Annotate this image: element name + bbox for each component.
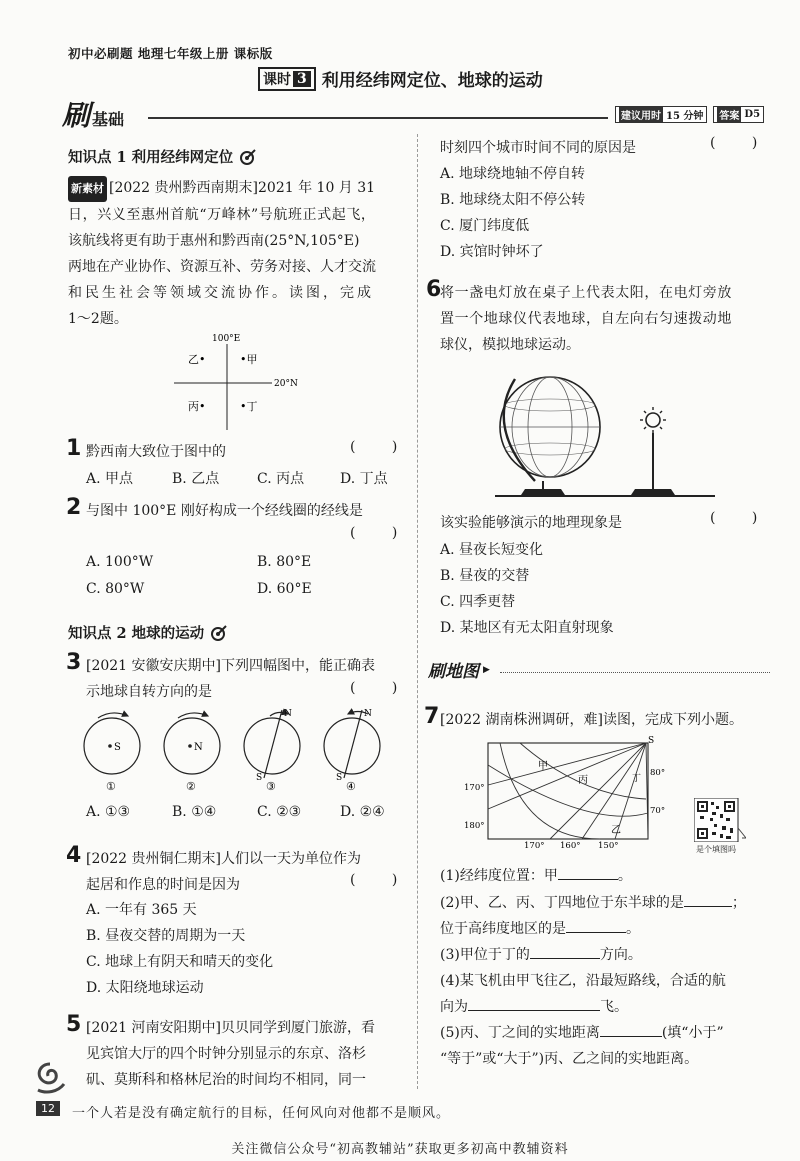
- map-right-80: 80°: [650, 768, 666, 778]
- answer-bracket[interactable]: ( ): [350, 680, 414, 696]
- map-label-jia: 甲: [538, 761, 548, 772]
- qr-code-icon[interactable]: [694, 798, 746, 842]
- intro-line-3: 两地在产业协作、资源互补、劳务对接、人才交流: [68, 259, 376, 275]
- q7-sub2b-period: 。: [626, 921, 640, 937]
- section-logo: [62, 94, 124, 134]
- question-4-line2: 起居和作息的时间是因为: [86, 877, 240, 893]
- qr-caption: 是个填图吗: [696, 845, 736, 854]
- section-divider: [148, 117, 608, 119]
- map-section-title: 刷地图: [428, 662, 479, 682]
- q7-sub1-text: (1)经纬度位置：甲: [440, 868, 558, 884]
- knowledge-point-1: [68, 146, 257, 167]
- q7-sub2a-semicolon: ；: [731, 895, 746, 911]
- question-3-line1: [2021 安徽安庆期中]下列四幅图中，能正确表: [86, 658, 376, 674]
- q5-option-b[interactable]: B. 地球绕太阳不停公转: [440, 192, 586, 208]
- rotation-figure-3: [244, 709, 300, 793]
- rotation-figure-1: [84, 713, 140, 793]
- q5-option-c[interactable]: C. 厦门纬度低: [440, 218, 530, 234]
- time-badge: [615, 106, 764, 123]
- question-1-number: 1: [66, 436, 82, 461]
- question-5-cont: 时刻四个城市时间不同的原因是: [440, 140, 636, 156]
- q7-sub2a-text: (2)甲、乙、丙、丁四地位于东半球的是: [440, 895, 684, 911]
- question-5-number: 5: [66, 1012, 82, 1037]
- q7-blank-6[interactable]: [600, 1036, 662, 1037]
- q7-sub5b: (填“小于”: [661, 1025, 724, 1041]
- map-section-header: [428, 657, 490, 682]
- pole-label: S: [256, 773, 263, 783]
- question-6-prompt: 该实验能够演示的地理现象是: [440, 515, 622, 531]
- section-logo-small: 基础: [92, 110, 125, 129]
- answer-bracket[interactable]: ( ): [350, 525, 414, 541]
- page-number: 12: [36, 1101, 60, 1116]
- suggested-time: [615, 106, 707, 123]
- q7-sub5: [440, 1020, 724, 1046]
- grid-lat-label: 20°N: [274, 379, 298, 389]
- q2-option-d[interactable]: D. 60°E: [257, 581, 312, 597]
- rotation-figure-2: [164, 713, 220, 793]
- answer-label: 答案: [717, 107, 741, 122]
- kp1-title: 知识点 1 利用经纬网定位: [68, 149, 234, 166]
- map-pole-label: S: [648, 736, 655, 746]
- point-yi: 乙•: [188, 353, 206, 366]
- q7-blank-2[interactable]: [684, 906, 732, 907]
- q4-option-c[interactable]: C. 地球上有阴天和晴天的变化: [86, 954, 274, 970]
- question-4-line1: [2022 贵州铜仁期末]人们以一天为单位作为: [86, 851, 362, 867]
- q1-option-b[interactable]: B. 乙点: [172, 471, 220, 487]
- polar-map-figure: [460, 735, 670, 850]
- map-lat-180: 180°: [464, 821, 485, 831]
- play-arrow-icon: ▶: [483, 664, 490, 675]
- q7-blank-5[interactable]: [468, 1010, 600, 1011]
- rotation-figure-4: [324, 709, 380, 793]
- q6-option-b[interactable]: B. 昼夜的交替: [440, 568, 530, 584]
- map-label-ding: 丁: [632, 774, 642, 784]
- q2-option-c[interactable]: C. 80°W: [86, 581, 145, 597]
- q7-sub2a: [440, 890, 746, 916]
- q5-option-a[interactable]: A. 地球绕地轴不停自转: [440, 166, 586, 182]
- q7-sub2b-text: 位于高纬度地区的是: [440, 921, 566, 937]
- knowledge-point-2: [68, 622, 228, 643]
- rotation-figures: [76, 706, 406, 796]
- lamp-icon: [631, 407, 675, 495]
- pole-label: S: [336, 773, 343, 783]
- map-section-rule: [500, 672, 770, 673]
- answer-ref: [713, 106, 764, 123]
- q4-option-a[interactable]: A. 一年有 365 天: [86, 902, 197, 918]
- q2-option-a[interactable]: A. 100°W: [86, 554, 154, 570]
- new-material-tag: 新素材: [68, 176, 107, 202]
- answer-bracket[interactable]: ( ): [350, 439, 414, 455]
- globe-icon: [500, 377, 600, 495]
- question-7-line1: [2022 湖南株洲调研，难]读图，完成下列小题。: [440, 712, 744, 728]
- q6-option-d[interactable]: D. 某地区有无太阳直射现象: [440, 620, 614, 636]
- answer-bracket[interactable]: ( ): [350, 872, 414, 888]
- q7-sub3a: (3)甲位于丁的: [440, 947, 530, 963]
- question-5-line1: [2021 河南安阳期中]贝贝同学到厦门旅游，看: [86, 1020, 376, 1036]
- map-label-yi: 乙: [611, 825, 621, 836]
- q7-sub4: [440, 994, 628, 1020]
- map-bottom-170: 170°: [524, 841, 545, 850]
- question-3-number: 3: [66, 650, 82, 675]
- q7-blank-3[interactable]: [566, 932, 626, 933]
- lesson-tag: [258, 67, 316, 91]
- footer-note: 关注微信公众号“初高教辅站”获取更多初高中教辅资料: [231, 1142, 569, 1157]
- q6-option-a[interactable]: A. 昼夜长短变化: [440, 542, 544, 558]
- target-icon: [239, 148, 257, 166]
- figure-label: ①: [106, 780, 116, 793]
- pole-label: N: [194, 742, 203, 753]
- section-logo-big: 刷: [62, 99, 91, 132]
- q2-option-b[interactable]: B. 80°E: [257, 554, 312, 570]
- intro-paragraph: [68, 175, 408, 332]
- pole-label: N: [284, 709, 292, 719]
- lesson-number: 3: [293, 71, 311, 87]
- question-6-number: 6: [426, 277, 442, 302]
- column-divider: [417, 134, 418, 1089]
- q7-sub4a: (4)某飞机由甲飞往乙，沿最短路线，合适的航: [440, 973, 726, 989]
- answer-page: D5: [744, 109, 761, 120]
- question-5-line2: 见宾馆大厅的四个时钟分别显示的东京、洛杉: [86, 1046, 366, 1062]
- suggested-time-value: 15 分钟: [666, 111, 704, 122]
- question-5-line3: 矶、莫斯科和格林尼治的时间均不相同，同一: [86, 1072, 366, 1088]
- intro-line-5: 1～2题。: [68, 311, 128, 327]
- lesson-title-text: 利用经纬网定位、地球的运动: [321, 71, 543, 91]
- suggested-time-label: 建议用时: [619, 107, 663, 122]
- q3-option-d[interactable]: D. ②④: [340, 804, 385, 820]
- q7-sub5a: (5)丙、丁之间的实地距离: [440, 1025, 600, 1041]
- q4-option-d[interactable]: D. 太阳绕地球运动: [86, 980, 204, 996]
- point-ding: •丁: [240, 400, 258, 413]
- question-1-text: 黔西南大致位于图中的: [86, 444, 226, 460]
- kp2-title: 知识点 2 地球的运动: [68, 625, 205, 642]
- question-6-line2: 置一个地球仪代表地球，自左向右匀速拨动地: [440, 311, 732, 327]
- answer-bracket[interactable]: ( ): [710, 510, 774, 526]
- q7-sub3b: 方向。: [599, 947, 642, 963]
- q6-option-c[interactable]: C. 四季更替: [440, 594, 516, 610]
- question-7-number: 7: [424, 704, 440, 729]
- map-right-70: 70°: [650, 806, 666, 816]
- q1-option-a[interactable]: A. 甲点: [86, 471, 134, 487]
- lesson-prefix: 课时: [263, 71, 291, 88]
- swirl-icon: [32, 1060, 68, 1096]
- intro-line-0: 2021 年 10 月 31: [258, 180, 376, 196]
- lesson-title: [258, 66, 543, 91]
- figure-label: ④: [346, 780, 356, 793]
- intro-source: [2022 贵州黔西南期末]: [109, 180, 259, 196]
- q7-sub1: [440, 863, 632, 889]
- pole-label: N: [364, 709, 372, 719]
- point-bing: 丙•: [188, 400, 206, 413]
- globe-lamp-figure: [495, 365, 715, 500]
- grid-lon-label: 100°E: [212, 334, 241, 344]
- q7-sub4c: 飞。: [600, 999, 628, 1015]
- question-3-line2: 示地球自转方向的是: [86, 684, 212, 700]
- map-bottom-160: 160°: [560, 841, 581, 850]
- map-bottom-150: 150°: [598, 841, 619, 850]
- q7-sub2b: [440, 916, 640, 942]
- footer-motto: 一个人若是没有确定航行的目标，任何风向对他都不是顺风。: [72, 1106, 451, 1121]
- point-jia: •甲: [240, 353, 258, 366]
- q5-option-d[interactable]: D. 宾馆时钟坏了: [440, 244, 544, 260]
- lat-lon-grid-figure: [160, 330, 320, 430]
- q7-sub5c: “等于”或“大于”)丙、乙之间的实地距离。: [440, 1051, 699, 1067]
- q7-sub4b: 向为: [440, 999, 468, 1015]
- figure-label: ②: [186, 780, 196, 793]
- pole-label: S: [114, 742, 121, 753]
- question-6-line1: 将一盏电灯放在桌子上代表太阳，在电灯旁放: [440, 285, 732, 301]
- figure-label: ③: [266, 780, 276, 793]
- q7-blank-4[interactable]: [530, 958, 600, 959]
- question-2-number: 2: [66, 495, 82, 520]
- intro-line: [68, 175, 408, 202]
- question-2-text: 与图中 100°E 刚好构成一个经线圈的经线是: [86, 503, 363, 519]
- map-label-bing: 丙: [578, 775, 588, 786]
- q7-sub3: [440, 942, 642, 968]
- answer-bracket[interactable]: ( ): [710, 135, 774, 151]
- q7-blank-1[interactable]: [558, 879, 618, 880]
- map-lat-170: 170°: [464, 783, 485, 793]
- q1-option-d[interactable]: D. 丁点: [340, 471, 388, 487]
- q3-option-a[interactable]: A. ①③: [86, 804, 131, 820]
- intro-line-1: 日，兴义至惠州首航“万峰林”号航班正式起飞，: [68, 207, 376, 223]
- book-header: 初中必刷题 地理七年级上册 课标版: [68, 46, 273, 61]
- question-4-number: 4: [66, 843, 82, 868]
- q3-option-c[interactable]: C. ②③: [257, 804, 302, 820]
- q4-option-b[interactable]: B. 昼夜交替的周期为一天: [86, 928, 246, 944]
- intro-line-2: 该航线将更有助于惠州和黔西南(25°N,105°E): [68, 233, 360, 249]
- target-icon: [210, 624, 228, 642]
- q1-option-c[interactable]: C. 丙点: [257, 471, 305, 487]
- q3-option-b[interactable]: B. ①④: [172, 804, 217, 820]
- question-6-line3: 球仪，模拟地球运动。: [440, 337, 580, 353]
- intro-line-4: 和民生社会等领域交流协作。读图，完成: [68, 285, 374, 301]
- q7-sub1-period: 。: [617, 868, 632, 884]
